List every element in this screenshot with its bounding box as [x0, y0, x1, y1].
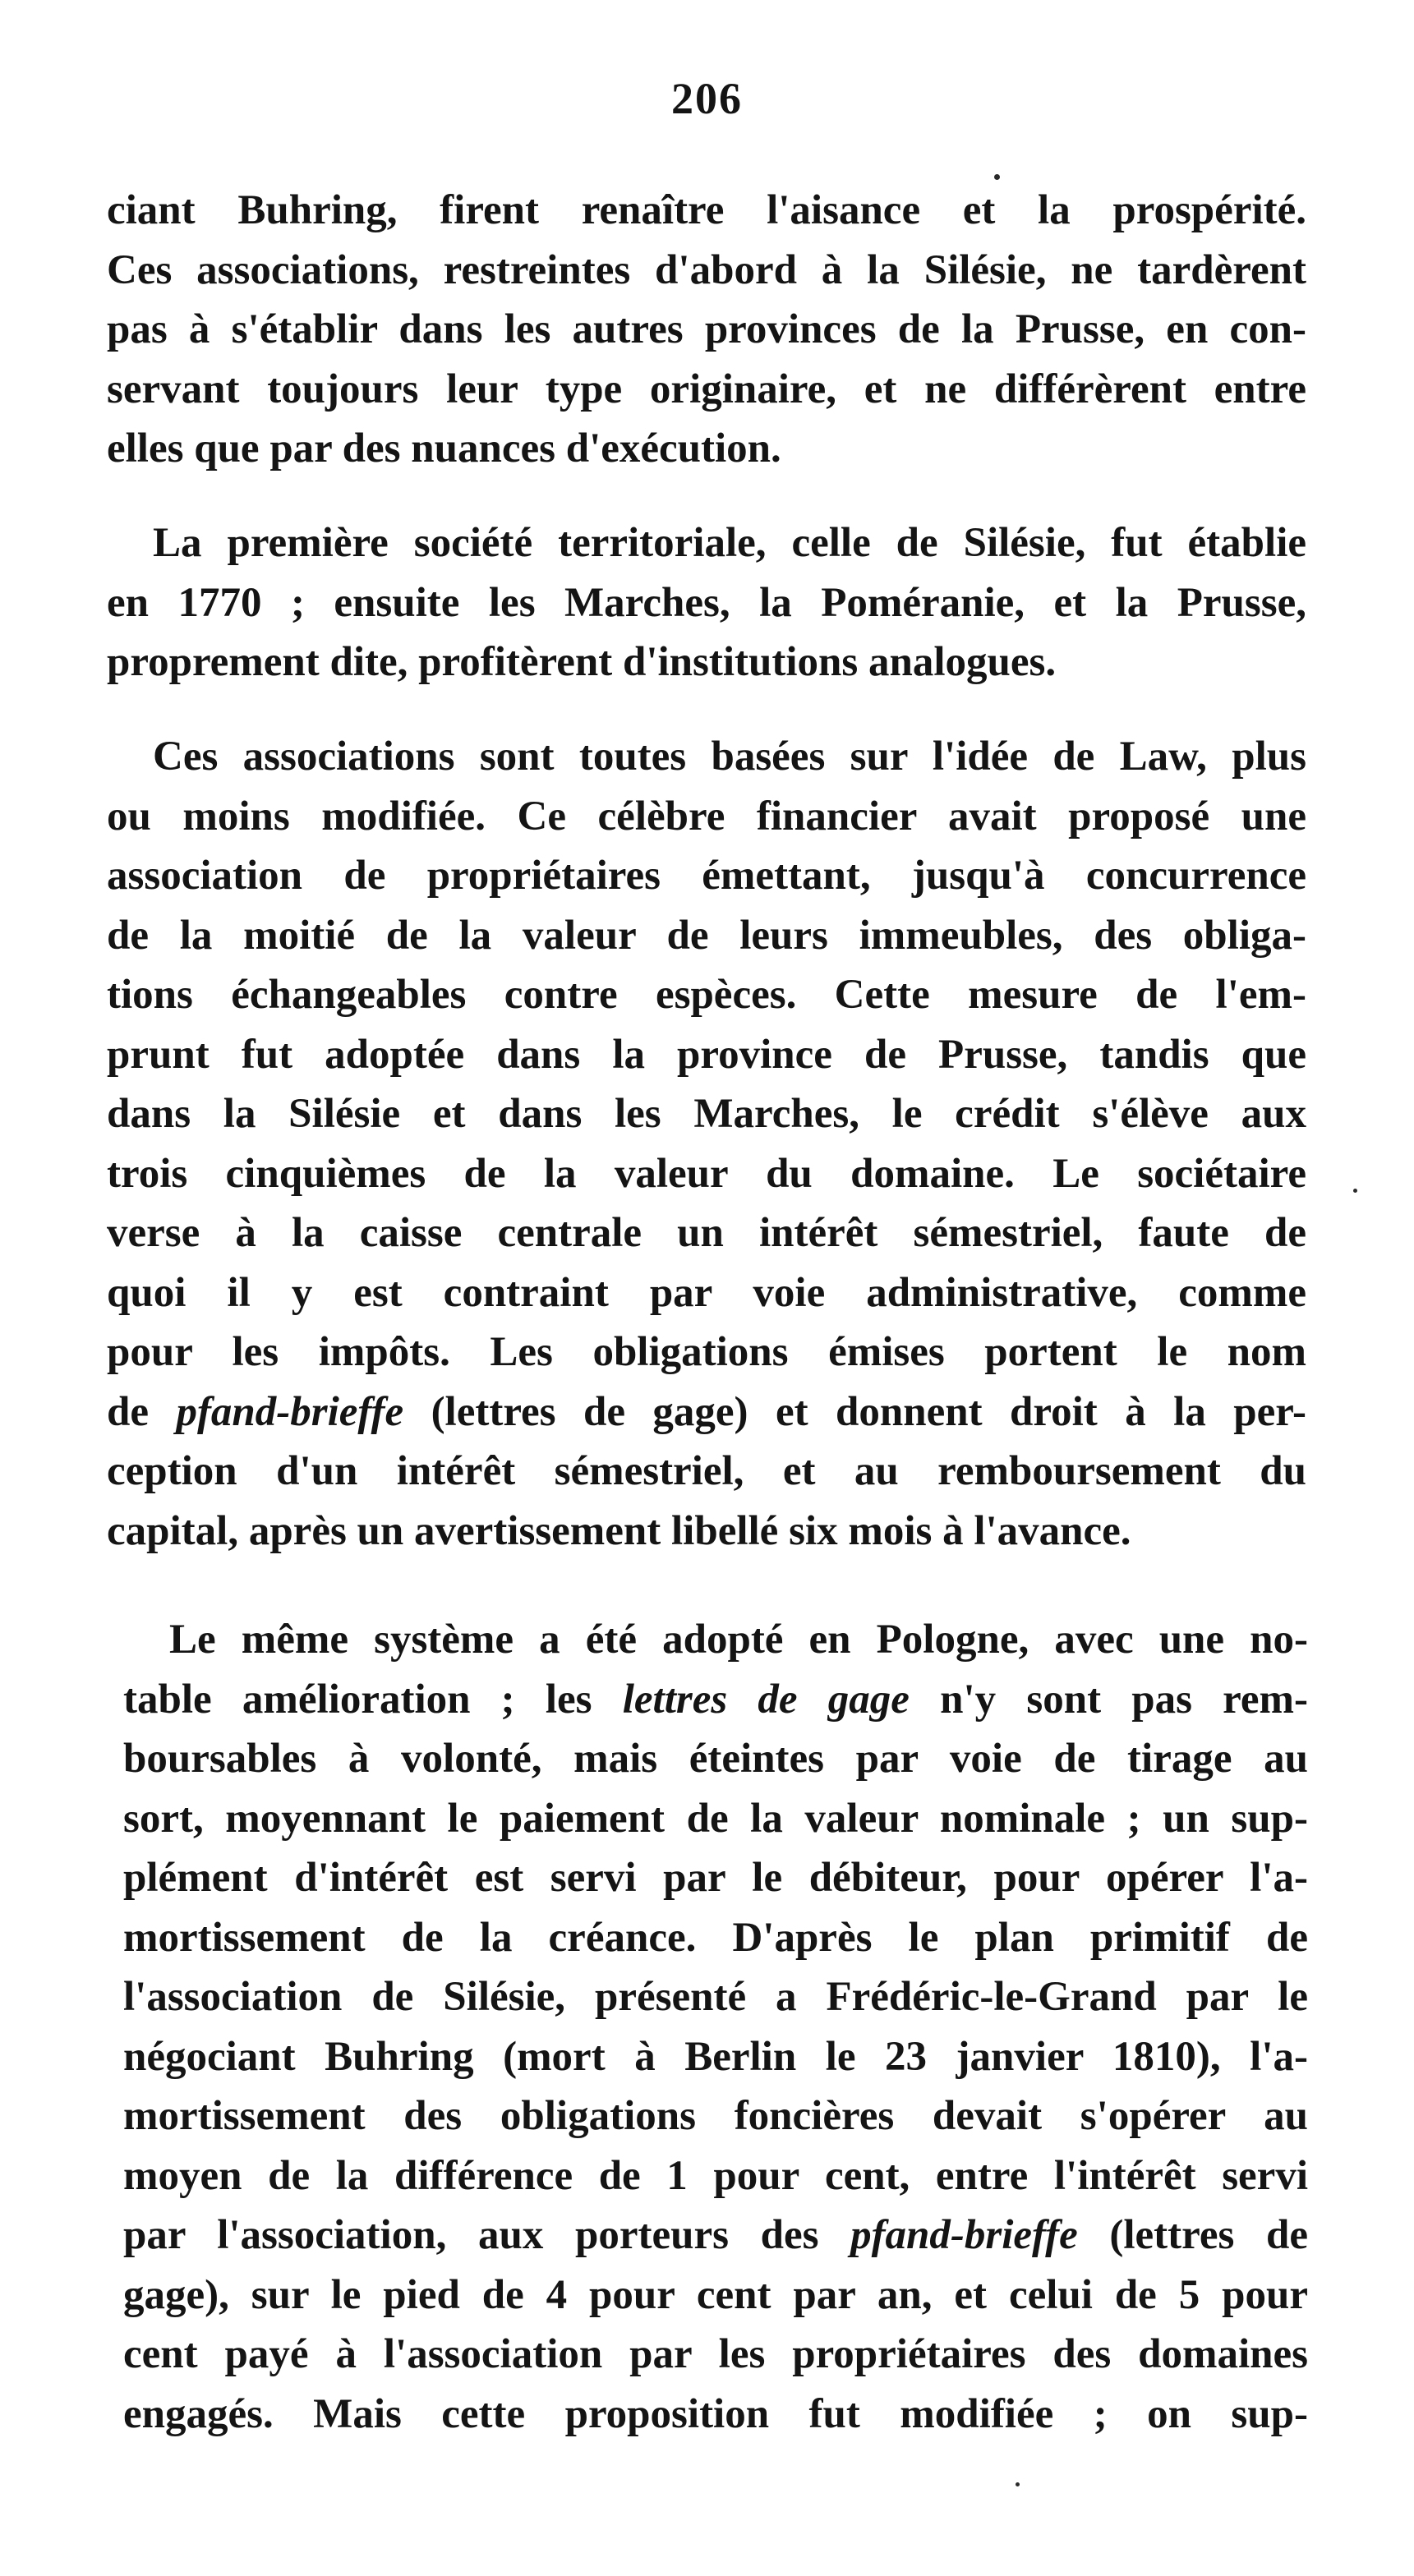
text-line: mortissement des obligations foncières devait s'opérer au	[123, 2093, 1308, 2139]
paragraph-4	[123, 1610, 1308, 2444]
text-line: plément d'intérêt est servi par le débiteur, pour opérer l'a-	[123, 1855, 1308, 1901]
text-line: pour les impôts. Les obligations émises portent le nom	[107, 1329, 1306, 1375]
text-line: en 1770 ; ensuite les Marches, la Poméranie, et la Prusse,	[107, 579, 1306, 626]
ink-speck	[1353, 1189, 1357, 1193]
line-text: (lettres de	[1077, 2212, 1308, 2258]
text-line: Ces associations sont toutes basées sur l'idée de Law, plus	[153, 734, 1306, 780]
text-line: Ces associations, restreintes d'abord à la Silésie, ne tardèrent	[107, 246, 1306, 293]
italic-term: lettres de gage	[622, 1676, 910, 1723]
text-line: négociant Buhring (mort à Berlin le 23 janvier 1810), l'a-	[123, 2033, 1308, 2080]
text-line: prunt fut adoptée dans la province de Prusse, tandis que	[107, 1031, 1306, 1078]
text-line: association de propriétaires émettant, jusqu'à concurrence	[107, 853, 1306, 899]
line-text: table amélioration ; les	[123, 1676, 623, 1723]
text-line: quoi il y est contraint par voie administrative, comme	[107, 1269, 1306, 1316]
ink-speck	[1016, 2482, 1020, 2486]
italic-term: pfand-brieffe	[850, 2212, 1078, 2258]
line-text: (lettres de gage) et donnent droit à la per-	[403, 1388, 1307, 1435]
text-line: pas à s'établir dans les autres provinces de la Prusse, en con-	[107, 306, 1306, 352]
text-line: servant toujours leur type originaire, et ne différèrent entre	[107, 366, 1306, 412]
line-text: n'y sont pas rem-	[909, 1676, 1308, 1723]
text-line: cent payé à l'association par les propriétaires des domaines	[123, 2331, 1308, 2377]
text-line: elles que par des nuances d'exécution.	[107, 426, 781, 472]
text-line: proprement dite, profitèrent d'institutions analogues.	[107, 639, 1057, 685]
text-line: ception d'un intérêt sémestriel, et au remboursement du	[107, 1448, 1306, 1494]
paragraph-1	[107, 181, 1306, 479]
ink-speck	[994, 174, 1000, 180]
text-line: verse à la caisse centrale un intérêt sémestriel, faute de	[107, 1210, 1306, 1256]
text-line: de la moitié de la valeur de leurs immeubles, des obliga-	[107, 912, 1306, 959]
text-line: ou moins modifiée. Ce célèbre financier avait proposé une	[107, 793, 1306, 840]
text-line: boursables à volonté, mais éteintes par voie de tirage au	[123, 1736, 1308, 1782]
text-line: Le même système a été adopté en Pologne, avec une no-	[169, 1617, 1308, 1663]
text-line: mortissement de la créance. D'après le plan primitif de	[123, 1914, 1308, 1961]
text-line: ciant Buhring, firent renaître l'aisance et la prospérité.	[107, 187, 1306, 233]
paragraph-2	[107, 513, 1306, 692]
paragraph-3	[107, 727, 1306, 1561]
text-line: La première société territoriale, celle de Silésie, fut établie	[153, 520, 1306, 566]
text-line: moyen de la différence de 1 pour cent, entre l'intérêt servi	[123, 2152, 1308, 2199]
text-line: trois cinquièmes de la valeur du domaine. Le sociétaire	[107, 1150, 1306, 1197]
text-line-with-italic	[123, 1670, 1308, 1730]
text-line: l'association de Silésie, présenté a Frédéric-le-Grand par le	[123, 1974, 1308, 2020]
text-line-with-italic	[107, 1382, 1306, 1442]
text-line: dans la Silésie et dans les Marches, le crédit s'élève aux	[107, 1091, 1306, 1137]
text-line-with-italic	[123, 2206, 1308, 2266]
page-number: 206	[671, 74, 743, 123]
line-text: par l'association, aux porteurs des	[123, 2212, 851, 2258]
text-line: capital, après un avertissement libellé six mois à l'avance.	[107, 1507, 1131, 1554]
italic-term: pfand-brieffe	[176, 1388, 404, 1435]
text-line: engagés. Mais cette proposition fut modifiée ; on sup-	[123, 2390, 1308, 2437]
text-line: gage), sur le pied de 4 pour cent par an, et celui de 5 pour	[123, 2271, 1308, 2318]
text-line: tions échangeables contre espèces. Cette mesure de l'em-	[107, 972, 1306, 1018]
line-text: de	[107, 1388, 177, 1435]
text-line: sort, moyennant le paiement de la valeur nominale ; un sup-	[123, 1795, 1308, 1842]
